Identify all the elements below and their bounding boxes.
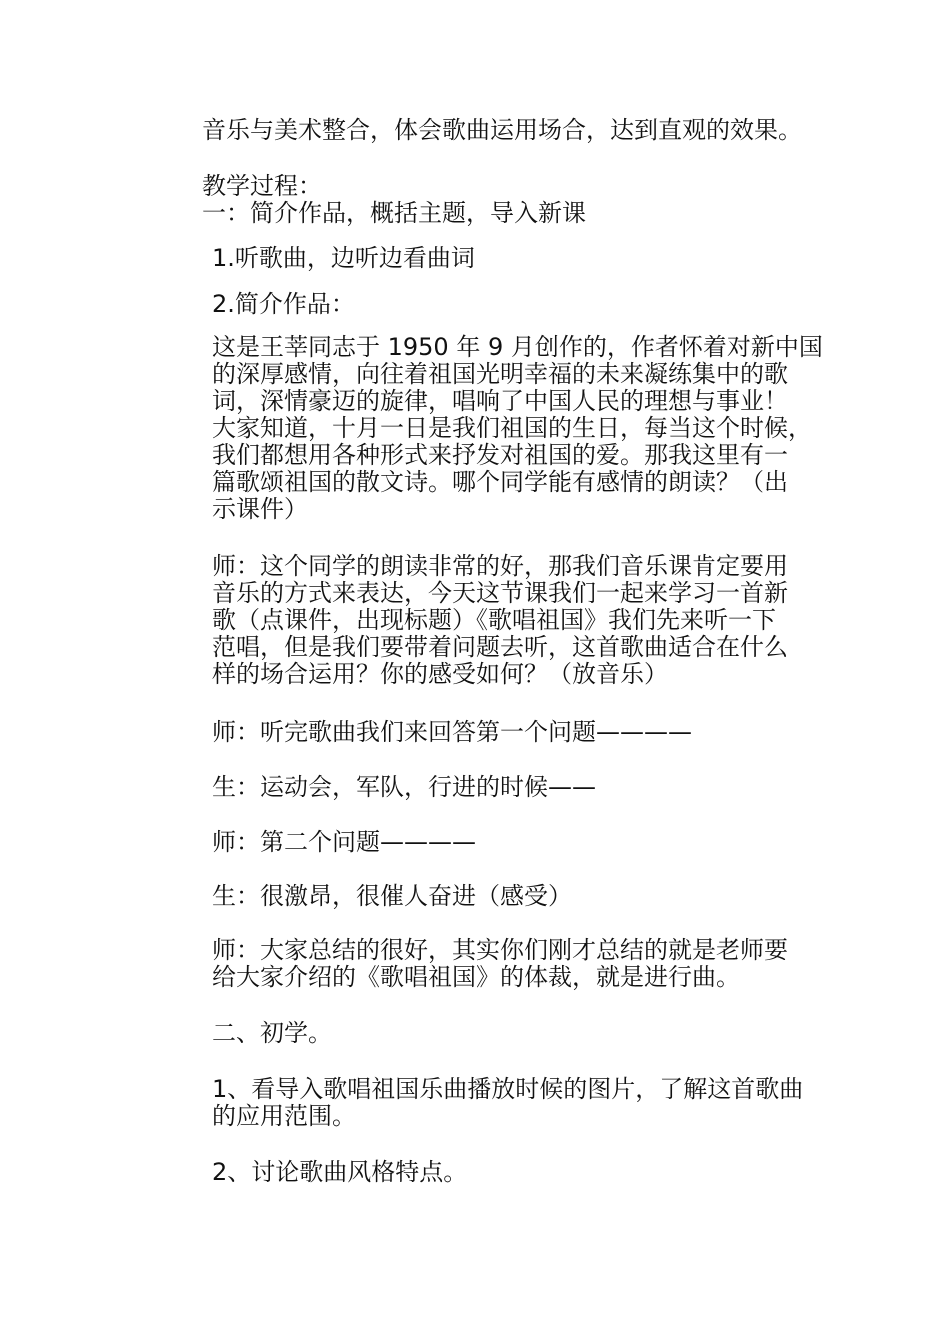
item-1-line: 的应用范围。: [212, 1102, 356, 1130]
item-1-line: 1、看导入歌唱祖国乐曲播放时候的图片，了解这首歌曲: [212, 1075, 804, 1103]
teacher-paragraph-line: 样的场合运用？你的感受如何？（放音乐）: [212, 660, 668, 688]
teacher-summary-line: 师：大家总结的很好，其实你们刚才总结的就是老师要: [212, 936, 788, 964]
item-1: [212, 1076, 803, 1130]
intro-paragraph: [212, 334, 823, 523]
intro-paragraph-line: 我们都想用各种形式来抒发对祖国的爱。那我这里有一: [212, 441, 788, 469]
intro-paragraph-line: 篇歌颂祖国的散文诗。哪个同学能有感情的朗读？（出: [212, 468, 788, 496]
intro-paragraph-line: 这是王莘同志于 1950 年 9 月创作的，作者怀着对新中国: [212, 333, 823, 361]
student-answer-1: 生：运动会，军队，行进的时候——: [212, 773, 596, 801]
teacher-question-2: 师：第二个问题————: [212, 828, 476, 856]
intro-line: 音乐与美术整合，体会歌曲运用场合，达到直观的效果。: [202, 116, 802, 144]
intro-paragraph-line: 示课件）: [212, 495, 308, 523]
section-one-heading: 一：简介作品，概括主题，导入新课: [202, 199, 586, 227]
teacher-paragraph-line: 歌（点课件，出现标题）《歌唱祖国》我们先来听一下: [212, 606, 776, 634]
student-answer-2: 生：很激昂，很催人奋进（感受）: [212, 882, 572, 910]
teacher-paragraph-1: [212, 553, 788, 688]
teacher-paragraph-line: 音乐的方式来表达，今天这节课我们一起来学习一首新: [212, 579, 788, 607]
teacher-question-1: 师：听完歌曲我们来回答第一个问题————: [212, 718, 692, 746]
step-1: 1.听歌曲，边听边看曲词: [212, 244, 475, 272]
item-2: 2、讨论歌曲风格特点。: [212, 1158, 468, 1186]
teacher-paragraph-line: 范唱，但是我们要带着问题去听，这首歌曲适合在什么: [212, 633, 788, 661]
teacher-paragraph-line: 师：这个同学的朗读非常的好，那我们音乐课肯定要用: [212, 552, 788, 580]
intro-paragraph-line: 大家知道，十月一日是我们祖国的生日，每当这个时候，: [212, 414, 812, 442]
section-two-heading: 二、初学。: [212, 1019, 332, 1047]
teacher-summary-line: 给大家介绍的《歌唱祖国》的体裁，就是进行曲。: [212, 963, 740, 991]
intro-paragraph-line: 词，深情豪迈的旋律，唱响了中国人民的理想与事业！: [212, 387, 788, 415]
step-2: 2.简介作品：: [212, 290, 355, 318]
process-heading: 教学过程：: [202, 172, 322, 200]
teacher-summary: [212, 937, 788, 991]
intro-paragraph-line: 的深厚感情，向往着祖国光明幸福的未来凝练集中的歌: [212, 360, 788, 388]
